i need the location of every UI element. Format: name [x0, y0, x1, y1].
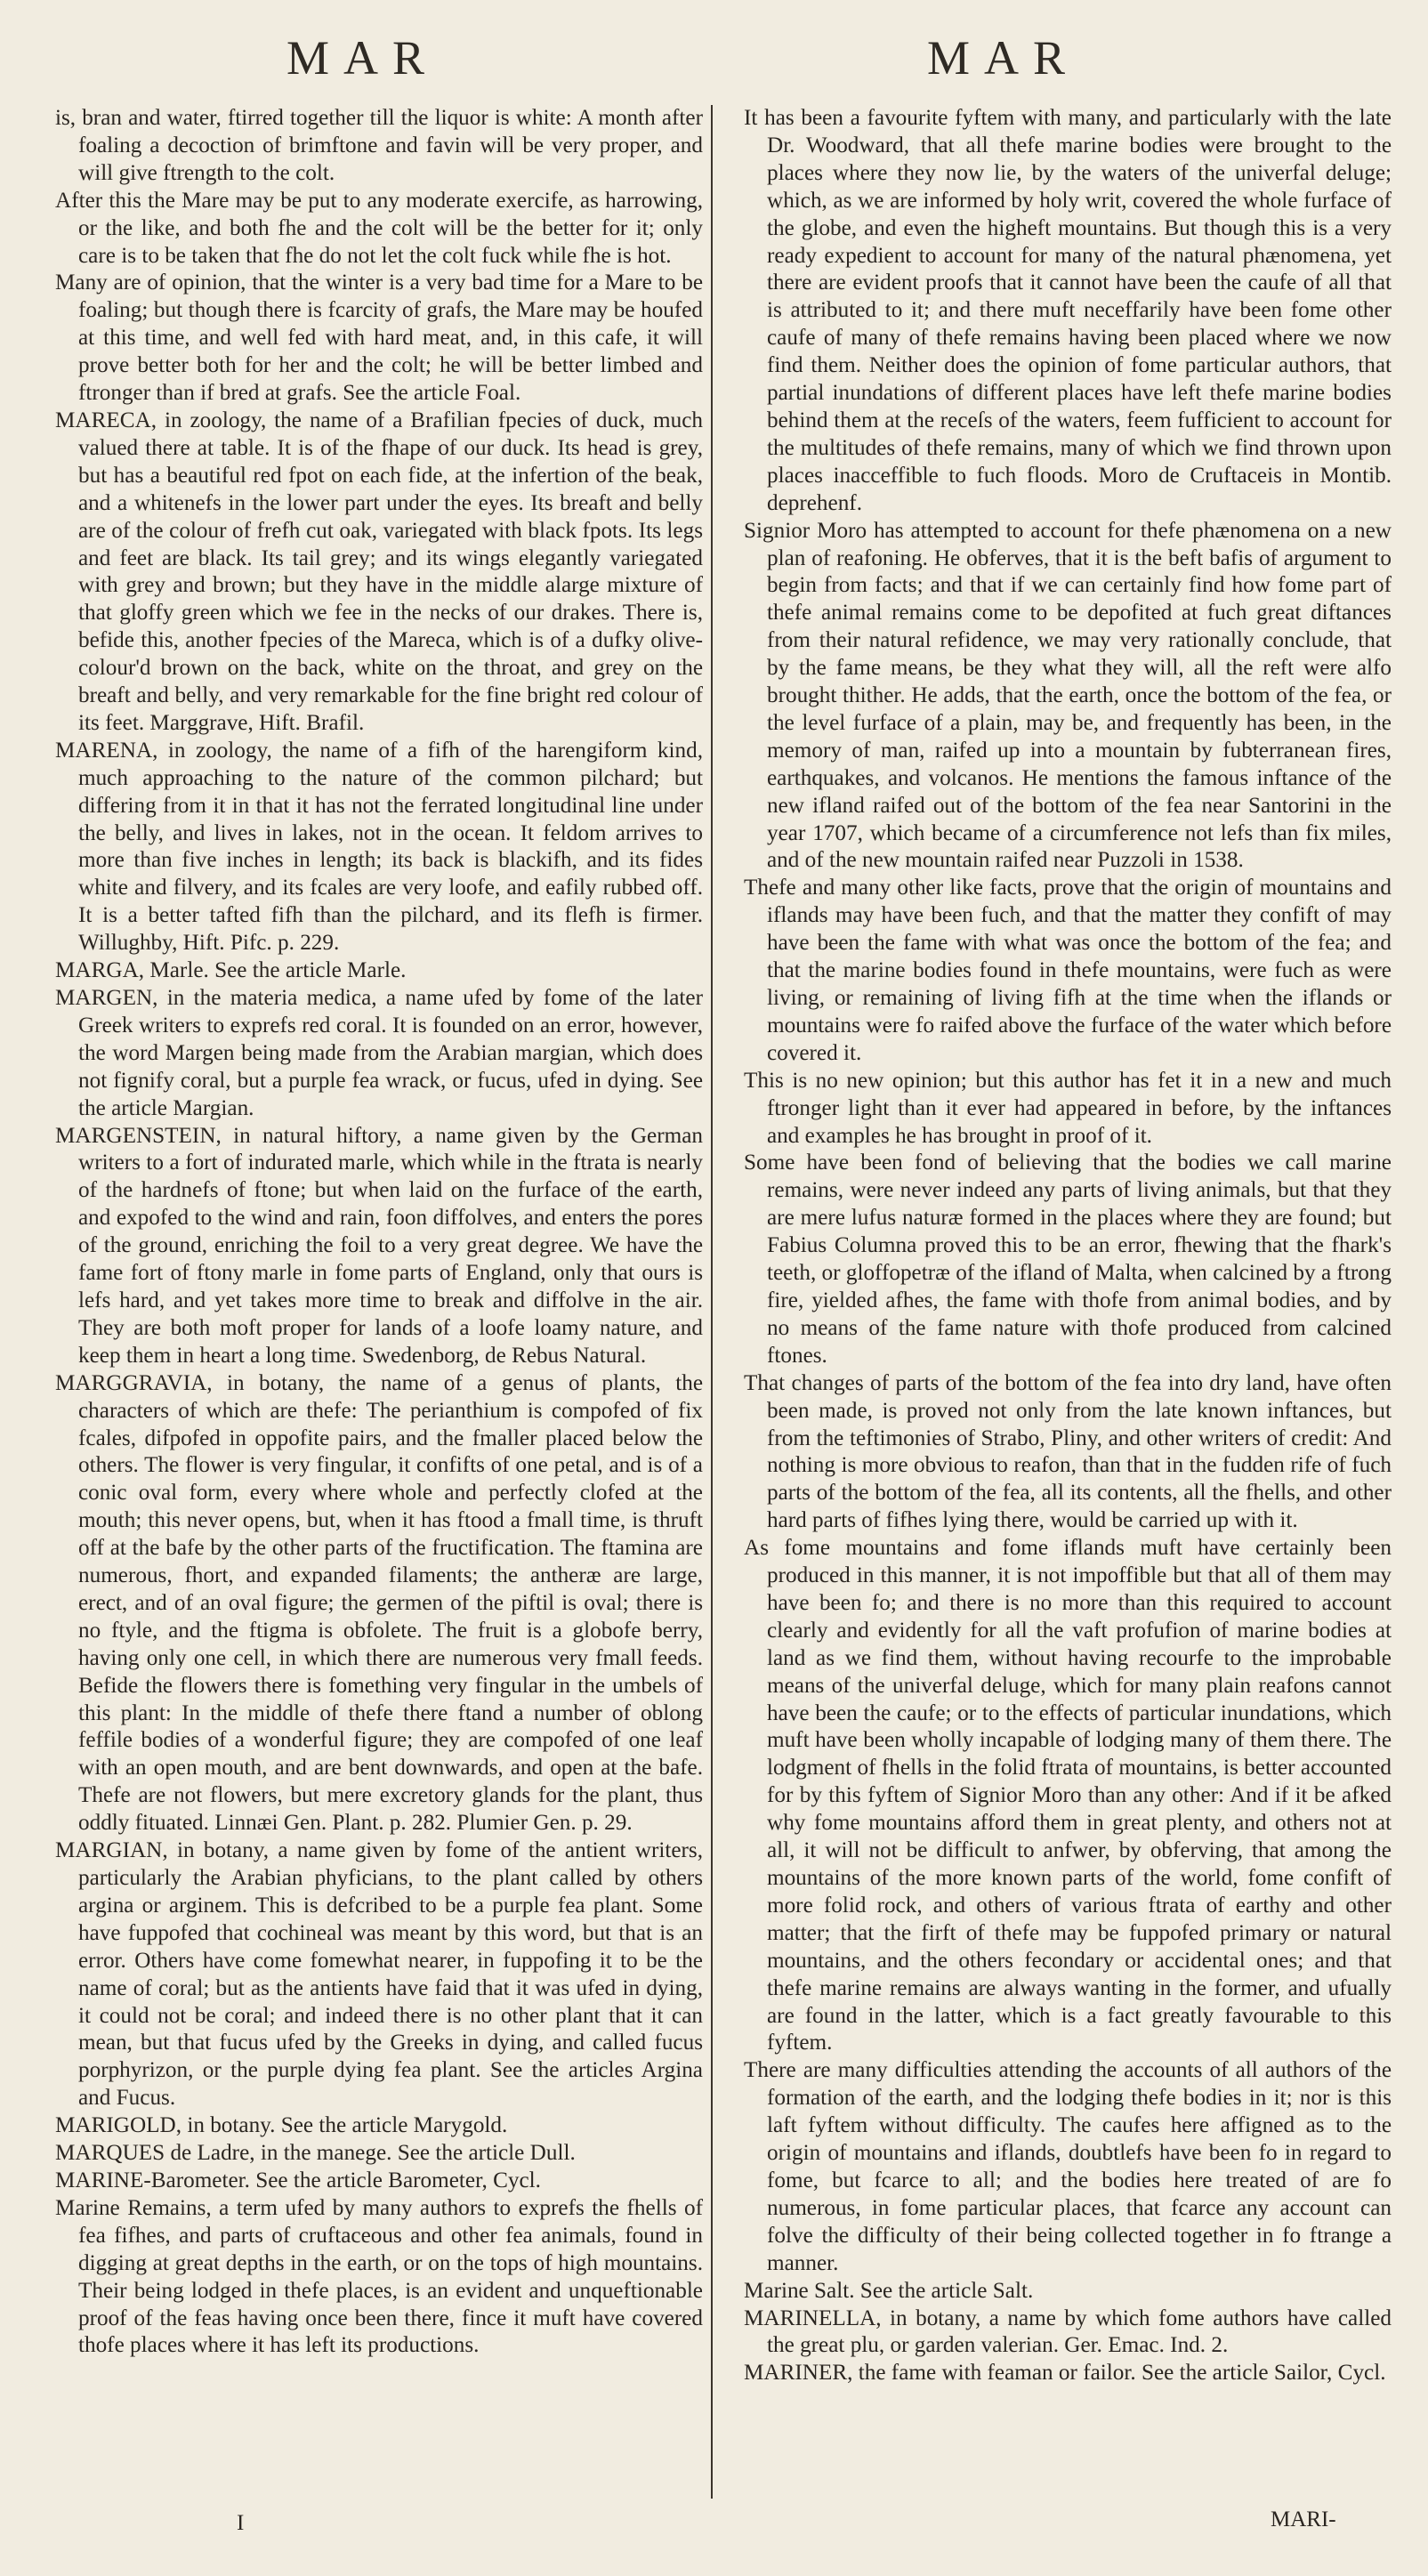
paragraph-mountains: As fome mountains and fome iflands muft have certainly been produced in this manner, it is not impoffible but that all of them may have been fo; and there is no more than this required to account clearly and evidently for all the vaft profufion of marine bodies at land as we find them, without having recourfe to the improbable means of the univerfal deluge, which for many plain reafons cannot have been the caufe; or to the effects of particular inundations, which muft have been wholly incapable of lodging many of them there. The lodgment of fhells in the folid ftrata of mountains, is better accounted for by this fyftem of Signior Moro than any other: And if it be afked why fome mountains afford them in great plenty, and others not at all, it will not be difficult to anfwer, by obferving, that among the mountains of the more known parts of the world, fome confift of more folid rock, and others of various ftrata of earthy and other matter; that the firft of thefe may be fuppofed primary or natural mountains, and the others fecondary or accidental ones; and that thefe marine remains are always wanting in the former, and ufually are found in the latter, which is a fact greatly favourable to this fyftem.	[744, 1536, 1392, 2055]
entry-mareca: MARECA, in zoology, the name of a Brafilian fpecies of duck, much valued there at table. It is of the fhape of our duck. Its head is grey, but has a beautiful red fpot on each fide, at the infertion of the beak, and a whitenefs in the lower part under the eyes. Its breaft and belly are of the colour of frefh cut oak, variegated with black fpots. Its legs and feet are black. Its tail grey; and its wings elegantly variegated with grey and brown; but they have in the middle alarge mixture of that gloffy green which we fee in the necks of our drakes. There is, befide this, another fpecies of the Mareca, which is of a dufky olive-colour'd brown on the back, white on the throat, and grey on the breaft and belly, and very remarkable for the fine bright red colour of its feet. Marggrave, Hift. Brafil.	[55, 408, 703, 735]
entry-mariner: MARINER, the fame with feaman or failor. See the article Sailor, Cycl.	[744, 2361, 1386, 2386]
entry-margenstein: MARGENSTEIN, in natural hiftory, a name given by the German writers to a fort of indurated marle, which while in the ftrata is nearly of the hardnefs of ftone; but when laid on the furface of the earth, and expofed to the wind and rain, foon diffolves, and enters the pores of the ground, enriching the foil to a very great degree. We have the fame fort of ftony marle in fome parts of England, only that ours is lefs hard, and yet takes more time to break and diffolve in the air. They are both moft proper for lands of a loofe loamy nature, and keep them in heart a long time. Swedenborg, de Rebus Natural.	[55, 1123, 703, 1368]
paragraph-woodward: It has been a favourite fyftem with many, and particularly with the late Dr. Woodward, that all thefe marine bodies were brought to the places where they now lie, by the waters of the univerfal deluge; which, as we are informed by holy writ, covered the whole furface of the globe, and even the higheft mountains. But though this is a very ready expedient to account for many of the natural phænomena, yet there are evident proofs that it cannot have been the caufe of all that is attributed to it; and there muft neceffarily have been fome other caufe of many of thefe remains having been placed where we now find them. Neither does the opinion of fome particular authors, that partial inundations of different places have left thefe marine bodies behind them at the receſs of the waters, feem fufficient to account for the multitudes of thefe remains, many of which we find thrown upon places inacceffible to fuch floods. Moro de Cruftaceis in Montib. deprehenf.	[744, 106, 1392, 515]
paragraph-new-opinion: This is no new opinion; but this author has fet it in a new and much ftronger light than it ever had appeared in before, by the inftances and examples he has brought in proof of it.	[744, 1068, 1392, 1148]
paragraph-difficulties: There are many difficulties attending the accounts of all authors of the formation of the earth, and the lodging thefe bodies in it; nor is this laft fyftem without difficulty. The caufes here affigned as to the origin of mountains and iflands, doubtlefs have been fo in regard to fome, but fcarce to all; and the bodies here treated of are fo numerous, in fome particular places, that fcarce any account can folve the difficulty of their being collected together in fo ftrange a manner.	[744, 2058, 1392, 2275]
paragraph-lusus-naturae: Some have been fond of believing that the bodies we call marine remains, were never indeed any parts of living animals, but that they are mere lufus naturæ formed in the places where they are found; but Fabius Columna proved this to be an error, fhewing that the fhark's teeth, or gloffopetræ of the ifland of Malta, when calcined by a ftrong fire, yielded afhes, the fame with thofe from animal bodies, and by no means of the fame nature with thofe produced from calcined ftones.	[744, 1151, 1392, 1368]
right-column	[744, 105, 1392, 2387]
entry-mare-winter: Many are of opinion, that the winter is a very bad time for a Mare to be foaling; but though there is fcarcity of grafs, the Mare may be houfed at this time, and well fed with hard meat, and, in this cafe, it will prove better both for her and the colt; he will be better limbed and ftronger than if bred at grafs. See the article Foal.	[55, 271, 703, 406]
left-column	[55, 105, 703, 2360]
entry-marine-salt: Marine Salt. See the article Salt.	[744, 2278, 1034, 2303]
entry-margen: MARGEN, in the materia medica, a name ufed by fome of the later Greek writers to exprefs red coral. It is founded on an error, however, the word Margen being made from the Arabian margian, which does not fignify coral, but a purple fea wrack, or fucus, ufed in dying. See the article Margian.	[55, 986, 703, 1120]
paragraph-facts: Thefe and many other like facts, prove that the origin of mountains and iflands may have been fuch, and that the matter they confift of may have been the fame with what was once the bottom of the fea; and that the marine bodies found in thefe mountains, were fuch as were living, or remaining of living fifh at the time when the iflands or mountains were fo raifed above the furface of the water which before covered it.	[744, 876, 1392, 1065]
entry-marena: MARENA, in zoology, the name of a fifh of the harengiform kind, much approaching to the nature of the common pilchard; but differing from it in that it has not the ferrated longitudinal line under the belly, and lives in lakes, not in the ocean. It feldom arrives to more than five inches in length; its back is blackifh, and its fides white and filvery, and its fcales are very loofe, and eafily rubbed off. It is a better tafted fifh than the pilchard, and its flefh is firmer. Willughby, Hift. Pifc. p. 229.	[55, 738, 703, 956]
catchword: MARI-	[1271, 2507, 1336, 2532]
entry-marga: MARGA, Marle. See the article Marle.	[55, 958, 407, 983]
paragraph-sea-to-land: That changes of parts of the bottom of the fea into dry land, have often been made, is proved not only from the late known inftances, but from the teftimonies of Strabo, Pliny, and other writers of credit: And nothing is more obvious to reafon, than that in the fudden rife of fuch parts of the bottom of the fea, all its contents, all the fhells, and other hard parts of fifhes lying there, would be carried up with it.	[744, 1370, 1392, 1533]
entry-marggravia: MARGGRAVIA, in botany, the name of a genus of plants, the characters of which are thefe: The perianthium is compofed of fix fcales, difpofed in oppofite pairs, and the fmaller placed below the others. The flower is very fingular, it confifts of one petal, and is of a conic oval form, every where whole and perfectly clofed at the mouth; this never opens, but, when it has ftood a fmall time, is thruft off at the bafe by the other parts of the fructification. The ftamina are numerous, fhort, and expanded filaments; the antheræ are large, erect, and of an oval figure; the germen of the piftil is oval; there is no ftyle, and the ftigma is obfolete. The fruit is a globofe berry, having only one cell, in which there are numerous very fmall feeds. Befide the flowers there is fomething very fingular in the umbels of this plant: In the middle of thefe there ftand a number of oblong feffile bodies of a wonderful figure; they are compofed of one leaf with an open mouth, and are bent downwards, and open at the bafe. Thefe are not flowers, but mere excretory glands for the plant, thus oddly fituated. Linnæi Gen. Plant. p. 282. Plumier Gen. p. 29.	[55, 1370, 703, 1836]
entry-marine-barometer: MARINE-Barometer. See the article Barometer, Cycl.	[55, 2168, 541, 2192]
column-rule	[711, 105, 713, 2499]
running-header-right: MAR	[927, 31, 1080, 85]
running-header-left: MAR	[286, 31, 440, 85]
entry-marine-remains: Marine Remains, a term ufed by many authors to exprefs the fhells of fea fifhes, and parts of cruftaceous and other fea animals, found in digging at great depths in the earth, or on the tops of high mountains. Their being lodged in thefe places, is an evident and unqueftionable proof of the feas having once been there, fince it muft have covered thofe places where it has left its productions.	[55, 2195, 703, 2358]
entry-margian: MARGIAN, in botany, a name given by fome of the antient writers, particularly the Arabian phyficians, to the plant called by others argina or arginem. This is defcribed to be a purple fea plant. Some have fuppofed that cochineal was meant by this word, but that is an error. Others have come fomewhat nearer, in fuppofing it to be the name of coral; but as the antients have faid that it was ufed in dying, it could not be coral; and indeed there is no other plant that it can mean, but that fucus ufed by the Greeks in dying, and called fucus porphyrizon, or the purple dying fea plant. See the articles Argina and Fucus.	[55, 1838, 703, 2111]
entry-marinella: MARINELLA, in botany, a name by which fome authors have called the great plu, or garden valerian. Ger. Emac. Ind. 2.	[744, 2305, 1392, 2358]
paragraph-moro: Signior Moro has attempted to account for thefe phænomena on a new plan of reafoning. He obferves, that it is the beft bafis of argument to begin from facts; and that if we can certainly find how fome part of thefe animal remains come to be depofited at fuch great diftances from their natural refidence, we may very rationally conclude, that by the fame means, be they what they will, all the reft were alfo brought thither. He adds, that the earth, once the bottom of the fea, or the level furface of a plain, may be, and frequently has been, in the memory of man, raifed up into a mountain by fubterranean fires, earthquakes, and volcanos. He mentions the famous inftance of the new ifland raifed out of the bottom of the fea near Santorini in the year 1707, which became of a circumference not lefs than fix miles, and of the new mountain raifed near Puzzoli in 1538.	[744, 518, 1392, 873]
entry-mare-remedy: is, bran and water, ftirred together till the liquor is white: A month after foaling a decoction of brimftone and favin will be very proper, and will give ftrength to the colt.	[55, 106, 703, 185]
entry-marques: MARQUES de Ladre, in the manege. See the article Dull.	[55, 2141, 576, 2166]
entry-marigold: MARIGOLD, in botany. See the article Marygold.	[55, 2113, 508, 2138]
entry-mare-exercise: After this the Mare may be put to any moderate exercife, as harrowing, or the like, and both fhe and the colt will be the better for it; only care is to be taken that fhe do not let the colt fuck while fhe is hot.	[55, 188, 703, 268]
signature-mark: I	[237, 2511, 245, 2535]
